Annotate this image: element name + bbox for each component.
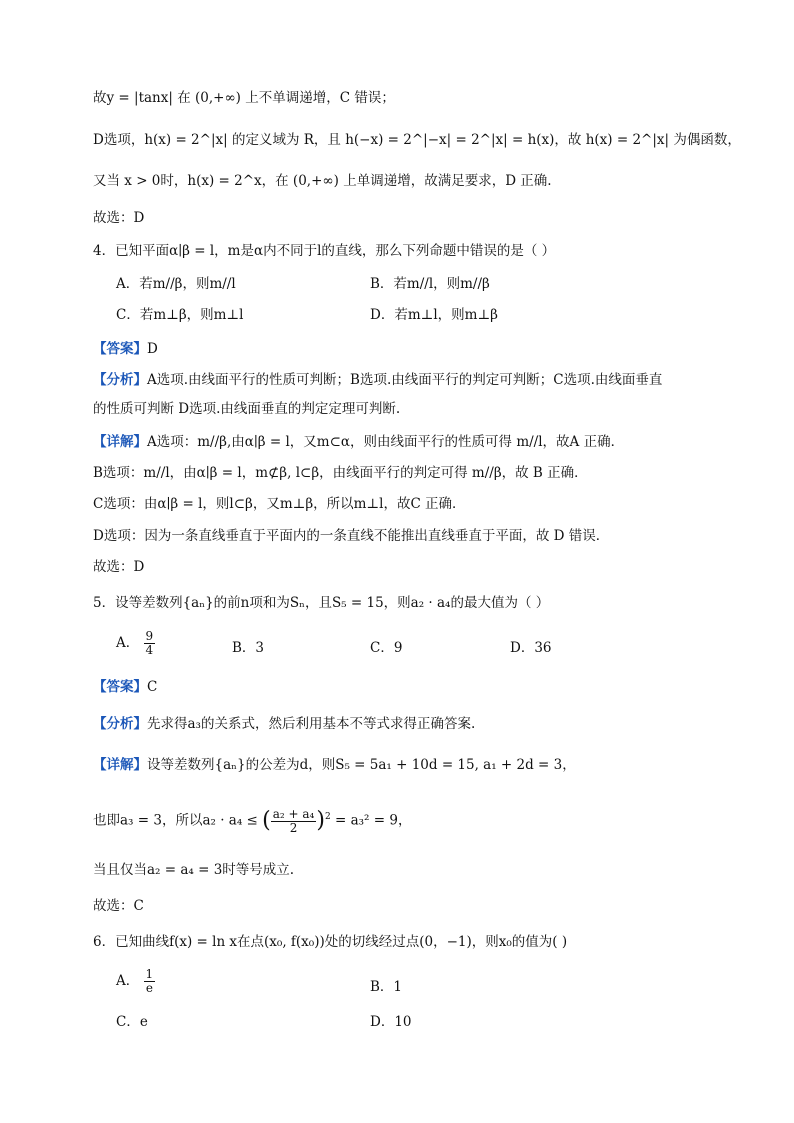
detail-text: 也即a₃ = 3，所以a₂ · a₄ ≤ <box>93 812 258 829</box>
detail-text: 设等差数列{aₙ}的公差为d，则S₅ = 5a₁ + 10d = 15, a₁ + 2d = 3， <box>147 757 576 773</box>
right-paren: ) <box>316 808 325 833</box>
q4-option-c: C．若m⊥β，则m⊥l <box>116 307 244 323</box>
fraction-denominator: 4 <box>145 643 154 657</box>
q4-detail-3: C选项：由α∣β = l，则l⊂β，又m⊥β，所以m⊥l，故C 正确． <box>93 496 466 512</box>
option-label: A． <box>116 635 140 651</box>
q5-option-d: D．36 <box>510 640 552 656</box>
q4-choose: 故选：D <box>93 559 145 575</box>
q6-option-a <box>116 968 155 995</box>
q4-option-d: D．若m⊥l，则m⊥β <box>370 307 498 323</box>
solution-line-3: 又当 x > 0时，h(x) = 2^x，在 (0,+∞) 上单调递增，故满足要求，D 正确. <box>93 173 552 189</box>
fraction-denominator: 2 <box>289 820 298 835</box>
solution-line-1: 故y = |tanx| 在 (0,+∞) 上不单调递增，C 错误； <box>93 90 395 106</box>
q4-detail-4: D选项：因为一条直线垂直于平面内的一条直线不能推出直线垂直于平面，故 D 错误． <box>93 528 610 544</box>
q4-stem: 4．已知平面α∣β = l，m是α内不同于l的直线，那么下列命题中错误的是（ ） <box>93 243 556 259</box>
q4-detail-2: B选项：m//l，由α∣β = l，m⊄β, l⊂β，由线面平行的判定可得 m//β，故 B 正确． <box>93 465 588 481</box>
q5-analysis <box>93 714 475 734</box>
fraction-numerator: a₂ + a₄ <box>272 806 315 821</box>
q6-stem: 6．已知曲线f(x) = ln x在点(x₀, f(x₀))处的切线经过点(0，−1)，则x₀的值为( ) <box>93 934 568 950</box>
fraction <box>271 808 317 835</box>
q5-answer <box>93 677 157 697</box>
q5-stem: 5．设等差数列{aₙ}的前n项和为Sₙ，且S₅ = 15，则a₂ · a₄的最大值为（ ） <box>93 595 550 611</box>
answer-tag: 【答案】 <box>93 679 147 695</box>
q4-detail-1 <box>93 432 624 452</box>
analysis-tag: 【分析】 <box>93 372 147 388</box>
exponent: 2 <box>324 812 331 822</box>
option-label: A． <box>116 973 140 989</box>
answer-tag: 【答案】 <box>93 341 147 357</box>
q5-detail-3: 当且仅当a₂ = a₄ = 3时等号成立. <box>93 862 295 878</box>
fraction-numerator: 9 <box>145 629 154 643</box>
answer-value: C <box>147 679 158 695</box>
detail-tag: 【详解】 <box>93 757 147 773</box>
q4-option-b: B．若m//l，则m//β <box>370 276 490 292</box>
q4-analysis-1 <box>93 370 662 390</box>
solution-line-2: D选项，h(x) = 2^|x| 的定义域为 R，且 h(−x) = 2^|−x| = 2^|x| = h(x)，故 h(x) = 2^|x| 为偶函数， <box>93 132 741 148</box>
analysis-text: 先求得a₃的关系式，然后利用基本不等式求得正确答案. <box>147 716 476 732</box>
q6-option-d: D．10 <box>370 1014 412 1030</box>
answer-value: D <box>147 341 158 357</box>
q4-option-a: A．若m//β，则m//l <box>116 276 236 292</box>
fraction <box>144 630 156 657</box>
q5-option-c: C．9 <box>370 640 403 656</box>
detail-tag: 【详解】 <box>93 434 147 450</box>
q4-analysis-2: 的性质可判断 D选项.由线面垂直的判定定理可判断. <box>93 401 401 417</box>
fraction-denominator: e <box>145 981 153 995</box>
fraction <box>144 968 156 995</box>
detail-text: A选项：m//β,由α∣β = l，又m⊂α，则由线面平行的性质可得 m//l，故A 正确． <box>147 434 625 450</box>
q5-option-b: B．3 <box>232 640 265 656</box>
analysis-tag: 【分析】 <box>93 716 147 732</box>
analysis-text: A选项.由线面平行的性质可判断；B选项.由线面平行的判定可判断；C选项.由线面垂直 <box>147 372 663 388</box>
q4-answer <box>93 339 158 359</box>
q5-choose: 故选：C <box>93 898 144 914</box>
q5-detail-1 <box>93 755 576 775</box>
solution-choose-3: 故选：D <box>93 210 145 226</box>
q6-option-c: C．e <box>116 1014 148 1030</box>
left-paren: ( <box>262 808 271 833</box>
q5-option-a <box>116 630 155 657</box>
q6-option-b: B．1 <box>370 979 403 995</box>
fraction-numerator: 1 <box>145 967 154 981</box>
detail-text: = a₃² = 9， <box>334 812 412 829</box>
q5-detail-2 <box>93 800 411 838</box>
